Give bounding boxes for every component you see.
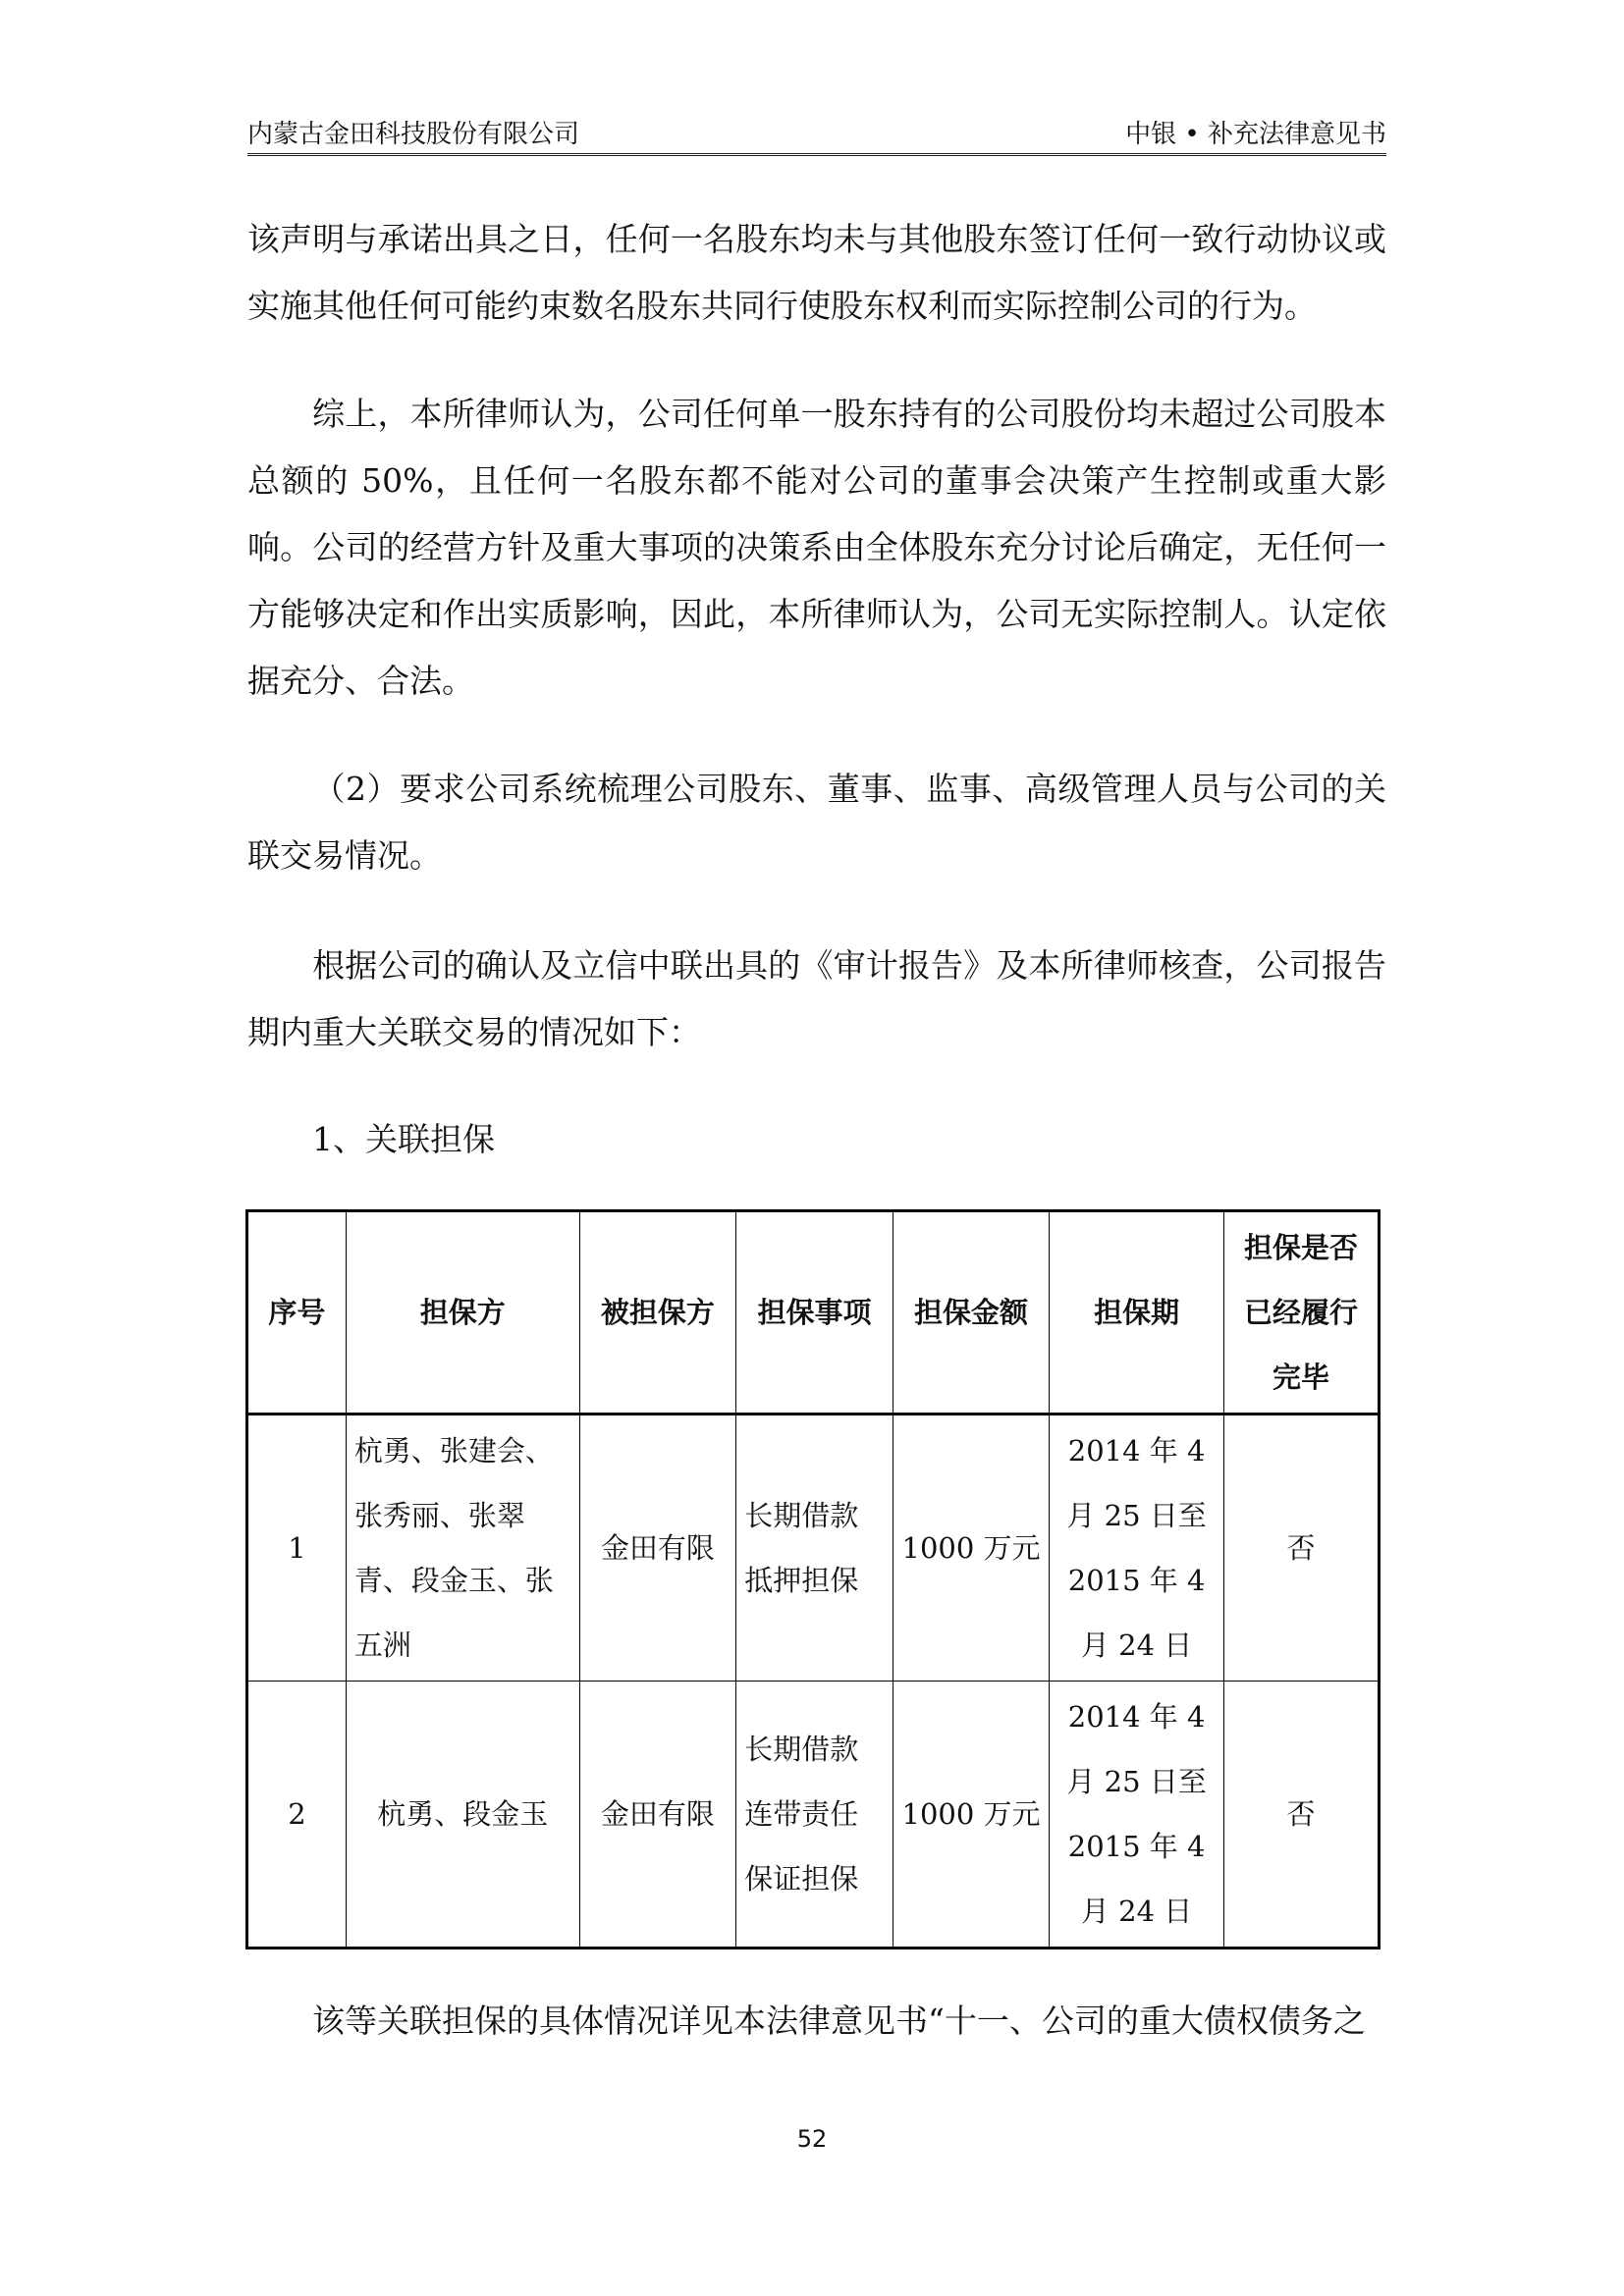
paragraph-statement xyxy=(247,206,1386,340)
header-company-name: 内蒙古金田科技股份有限公司 xyxy=(247,120,580,149)
table-header-row xyxy=(247,1211,1380,1415)
header-guarantor: 担保方 xyxy=(346,1211,579,1415)
cell-completed: 否 xyxy=(1223,1682,1379,1949)
cell-guaranteed: 金田有限 xyxy=(579,1415,736,1682)
page-header xyxy=(247,106,1386,156)
paragraph-text: （2）要求公司系统梳理公司股东、董事、监事、高级管理人员与公司的关联交易情况。 xyxy=(247,770,1386,875)
cell-period: 2014 年 4 月 25 日至 2015 年 4 月 24 日 xyxy=(1050,1415,1224,1682)
header-matter: 担保事项 xyxy=(736,1211,893,1415)
cell-guarantor: 杭勇、张建会、张秀丽、张翠青、段金玉、张五洲 xyxy=(346,1415,579,1682)
table-row xyxy=(247,1682,1380,1949)
cell-no: 1 xyxy=(247,1415,347,1682)
paragraph-requirement xyxy=(247,756,1386,889)
page-number: 52 xyxy=(796,2125,828,2153)
paragraph-conclusion xyxy=(247,381,1386,715)
header-no: 序号 xyxy=(247,1211,347,1415)
paragraph-audit xyxy=(247,933,1386,1066)
paragraph-text: 该等关联担保的具体情况详见本法律意见书“十一、公司的重大债权债务之 xyxy=(312,2002,1366,2040)
cell-guaranteed: 金田有限 xyxy=(579,1682,736,1949)
paragraph-text: 该声明与承诺出具之日，任何一名股东均未与其他股东签订任何一致行动协议或实施其他任何可能约束数名股东共同行使股东权利而实际控制公司的行为。 xyxy=(247,220,1386,325)
header-document-title: 中银 • 补充法律意见书 xyxy=(1125,120,1386,149)
cell-amount: 1000 万元 xyxy=(893,1415,1050,1682)
cell-amount: 1000 万元 xyxy=(893,1682,1050,1949)
paragraph-text: 根据公司的确认及立信中联出具的《审计报告》及本所律师核查，公司报告期内重大关联交易的情况如下： xyxy=(247,946,1386,1051)
header-completed: 担保是否已经履行完毕 xyxy=(1223,1211,1379,1415)
paragraph-reference xyxy=(247,1988,1386,2055)
cell-guarantor: 杭勇、段金玉 xyxy=(346,1682,579,1949)
header-period: 担保期 xyxy=(1050,1211,1224,1415)
section-heading-related-guarantee xyxy=(247,1106,1386,1173)
table-row xyxy=(247,1415,1380,1682)
cell-completed: 否 xyxy=(1223,1415,1379,1682)
guarantee-table xyxy=(245,1209,1380,1949)
cell-matter: 长期借款抵押担保 xyxy=(736,1415,893,1682)
cell-no: 2 xyxy=(247,1682,347,1949)
cell-matter: 长期借款连带责任保证担保 xyxy=(736,1682,893,1949)
header-guaranteed: 被担保方 xyxy=(579,1211,736,1415)
cell-period: 2014 年 4 月 25 日至 2015 年 4 月 24 日 xyxy=(1050,1682,1224,1949)
section-heading-text: 1、关联担保 xyxy=(312,1120,495,1158)
header-amount: 担保金额 xyxy=(893,1211,1050,1415)
paragraph-text: 综上，本所律师认为，公司任何单一股东持有的公司股份均未超过公司股本总额的 50%，且任何一名股东都不能对公司的董事会决策产生控制或重大影响。公司的经营方针及重大事项的决策系由全体股东充分讨论后确定，无任何一方能够决定和作出实质影响，因此，本所律师认为，公司无实际控制人。认定依据充分、合法。 xyxy=(247,395,1386,700)
